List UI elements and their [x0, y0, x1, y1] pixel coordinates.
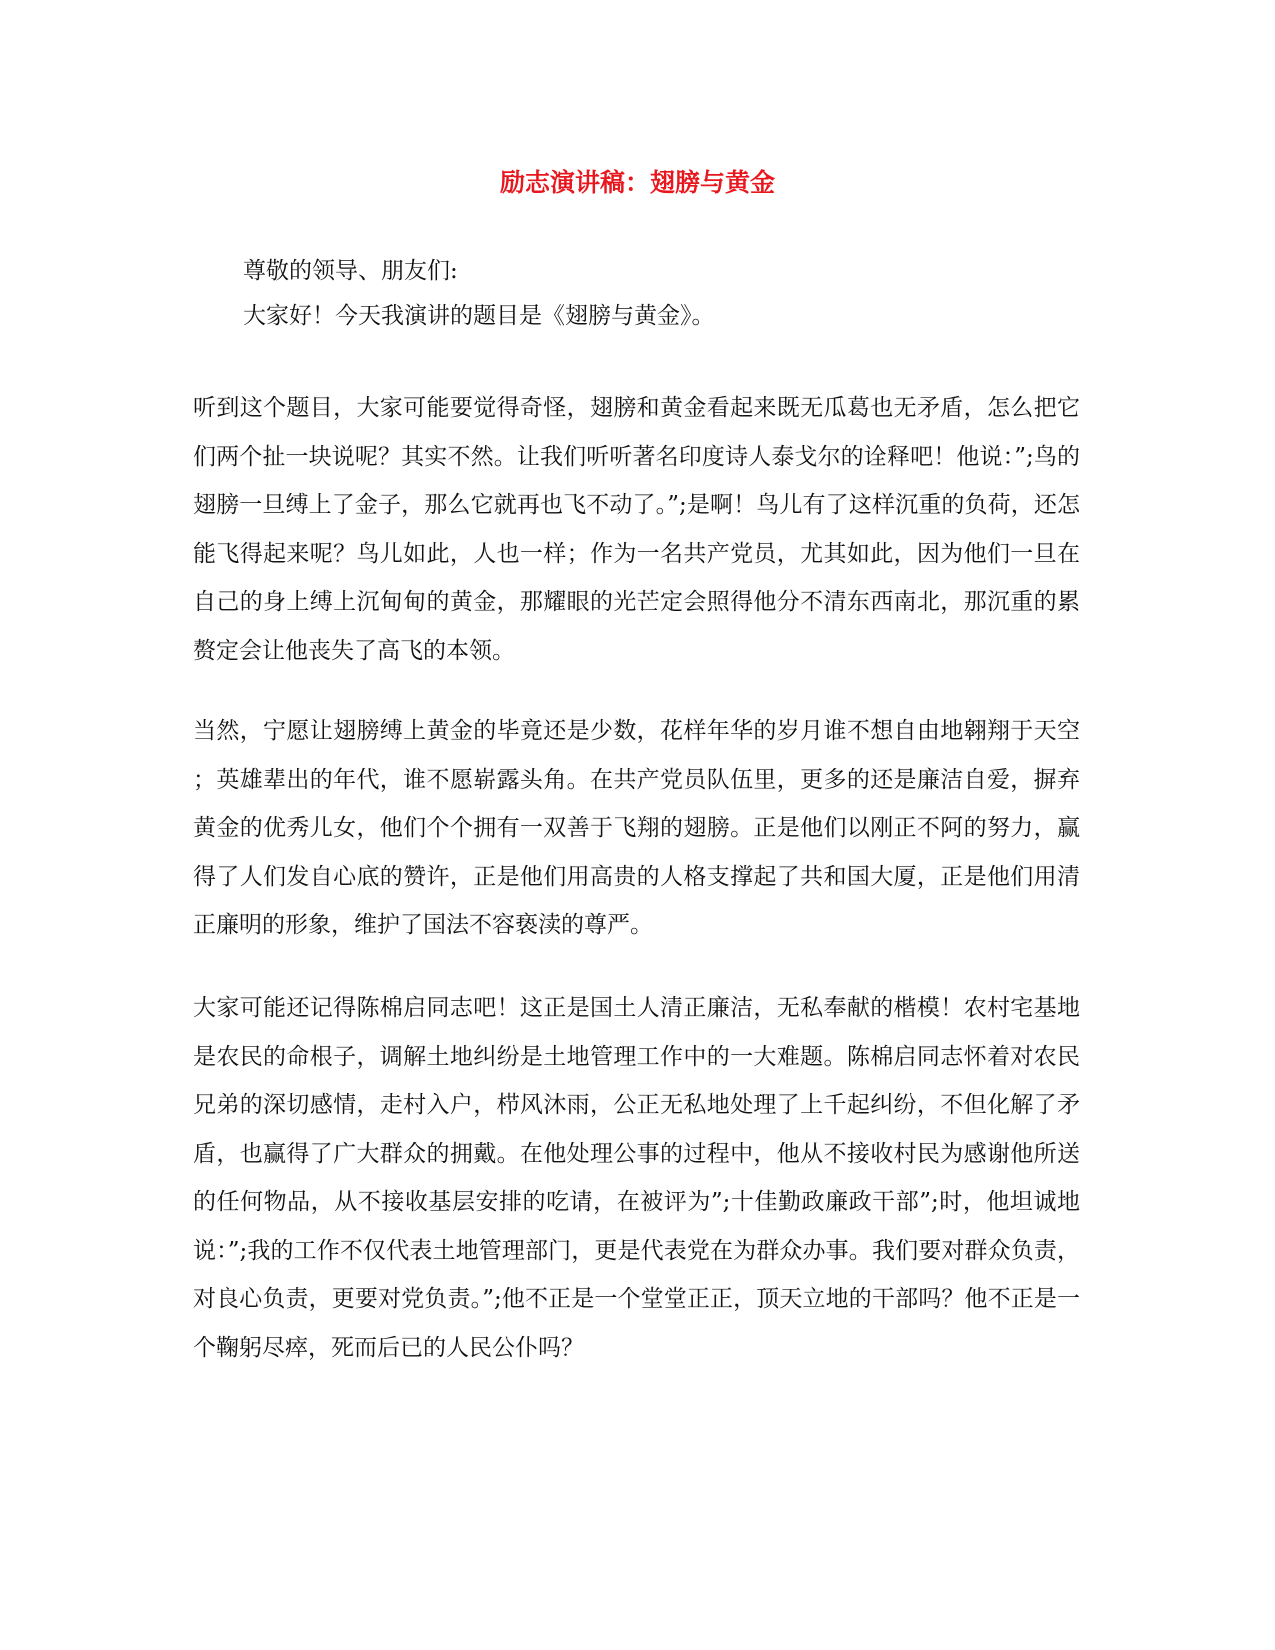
paragraph-2: 当然，宁愿让翅膀缚上黄金的毕竟还是少数，花样年华的岁月谁不想自由地翱翔于天空；英雄辈出的年代，谁不愿崭露头角。在共产党员队伍里，更多的还是廉洁自爱，摒弃黄金的优秀儿女，他们个个拥有一双善于飞翔的翅膀。正是他们以刚正不阿的努力，赢得了人们发自心底的赞许，正是他们用高贵的人格支撑起了共和国大厦，正是他们用清正廉明的形象，维护了国法不容亵渎的尊严。 — [193, 718, 1080, 938]
paragraph-1: 听到这个题目，大家可能要觉得奇怪，翅膀和黄金看起来既无瓜葛也无矛盾，怎么把它们两个扯一块说呢？其实不然。让我们听听著名印度诗人泰戈尔的诠释吧！他说：”;鸟的翅膀一旦缚上了金子，那么它就再也飞不动了。”;是啊！鸟儿有了这样沉重的负荷，还怎能飞得起来呢？鸟儿如此，人也一样；作为一名共产党员，尤其如此，因为他们一旦在自己的身上缚上沉甸甸的黄金，那耀眼的光芒定会照得他分不清东西南北，那沉重的累赘定会让他丧失了高飞的本领。 — [193, 395, 1080, 664]
paragraph-3: 大家可能还记得陈棉启同志吧！这正是国土人清正廉洁，无私奉献的楷模！农村宅基地是农民的命根子，调解土地纠纷是土地管理工作中的一大难题。陈棉启同志怀着对农民兄弟的深切感情，走村入户，栉风沐雨，公正无私地处理了上千起纠纷，不但化解了矛盾，也赢得了广大群众的拥戴。在他处理公事的过程中，他从不接收村民为感谢他所送的任何物品，从不接收基层安排的吃请，在被评为”;十佳勤政廉政干部”;时，他坦诚地说：”;我的工作不仅代表土地管理部门，更是代表党在为群众办事。我们要对群众负责，对良心负责，更要对党负责。”;他不正是一个堂堂正正，顶天立地的干部吗？他不正是一个鞠躬尽瘁，死而后已的人民公仆吗？ — [193, 995, 1080, 1361]
opening-line: 大家好！今天我演讲的题目是《翅膀与黄金》。 — [243, 303, 715, 329]
salutation: 尊敬的领导、朋友们: — [243, 258, 458, 284]
document-title: 励志演讲稿：翅膀与黄金 — [499, 168, 775, 197]
